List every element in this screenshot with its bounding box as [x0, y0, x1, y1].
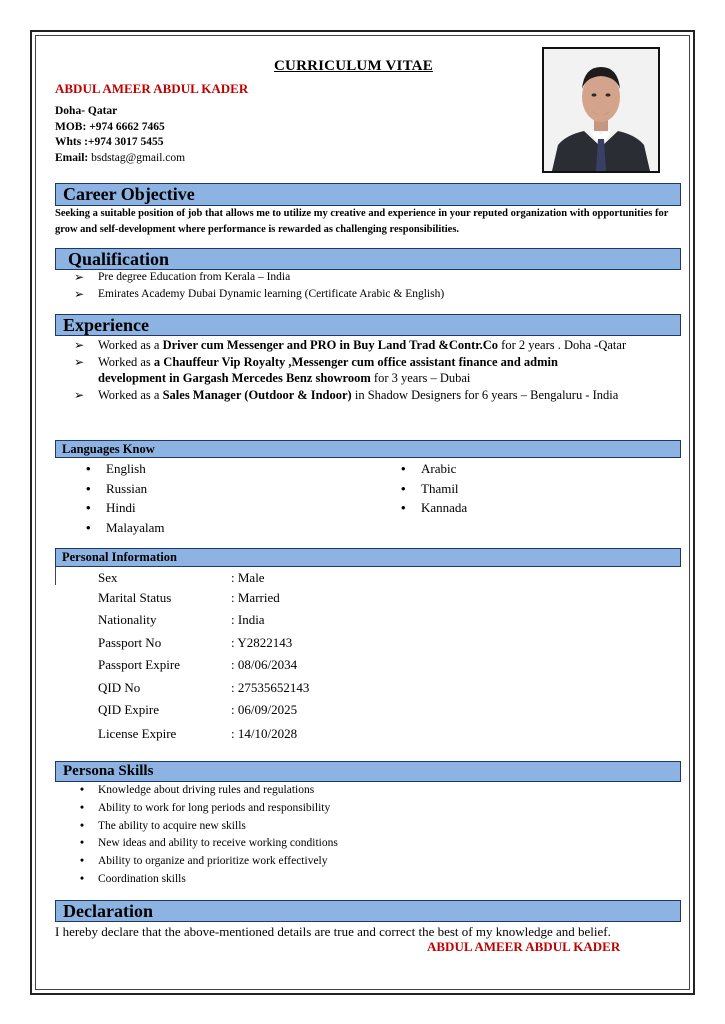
experience-role: Sales Manager (Outdoor & Indoor) [162, 387, 352, 402]
personal-info-key: Passport Expire [98, 657, 180, 672]
personal-info-row [98, 612, 265, 628]
languages-list-right [395, 459, 595, 518]
mob-label: MOB: [55, 120, 87, 133]
personal-info-key: Passport No [98, 635, 162, 650]
personal-info-key: Sex [98, 570, 118, 585]
languages-heading: Languages Know [62, 442, 155, 456]
skills-band [55, 761, 681, 782]
language-item: • English [80, 459, 340, 479]
whts-label: Whts : [55, 136, 88, 148]
declaration-text: I hereby declare that the above-mentioned details are true and correct the best of my knowledge and belief. [55, 924, 611, 939]
language-item: • Arabic [395, 459, 595, 479]
skills-list [74, 782, 674, 889]
personal-info-row [98, 680, 309, 696]
personal-info-value: : 08/06/2034 [231, 657, 298, 672]
email-label: Email: [55, 151, 89, 164]
experience-band [55, 314, 681, 336]
qualification-band [55, 248, 681, 270]
contact-block [55, 104, 185, 166]
declaration-heading: Declaration [63, 901, 153, 921]
profile-photo [542, 47, 660, 173]
portrait-icon [544, 49, 658, 171]
career-objective-text: Seeking a suitable position of job that allows me to utilize my creative and experience in your reputed organization with opportunities for grow and self-development where performance is rewarded as challenging responsibilities. [55, 208, 669, 235]
experience-role: a Chauffeur Vip Royalty ,Messenger cum office assistant finance and admin development in Gargash Mercedes Benz showroom [98, 354, 558, 385]
personal-info-key: License Expire [98, 726, 177, 741]
experience-text: for 2 years . Doha -Qatar [498, 338, 627, 352]
experience-item [74, 387, 628, 404]
personal-info-value: : 14/10/2028 [231, 726, 298, 741]
personal-info-value: : India [231, 612, 265, 627]
personal-info-value: : 06/09/2025 [231, 702, 298, 717]
qualification-list [74, 269, 674, 303]
email-address: bsdstag@gmail.com [91, 151, 186, 164]
divider [55, 567, 56, 585]
qualification-item: ➢ Emirates Academy Dubai Dynamic learning (Certificate Arabic & English) [74, 286, 674, 303]
skill-item: • New ideas and ability to receive working conditions [74, 835, 674, 853]
skill-item: • Ability to organize and prioritize work effectively [74, 853, 674, 871]
experience-role: Driver cum Messenger and PRO in Buy Land Trad &Contr.Co [162, 338, 499, 352]
experience-text: Worked as [98, 354, 154, 369]
document-title: CURRICULUM VITAE [274, 58, 433, 74]
qualification-heading: Qualification [68, 249, 170, 269]
experience-item [74, 354, 618, 387]
skill-item: • Ability to work for long periods and responsibility [74, 800, 674, 818]
personal-info-row [98, 657, 297, 673]
qualification-item: ➢ Pre degree Education from Kerala – India [74, 269, 674, 286]
mob-number: +974 6662 7465 [89, 120, 165, 133]
personal-info-row [98, 570, 265, 586]
language-item: • Hindi [80, 498, 340, 518]
signature-name: ABDUL AMEER ABDUL KADER [427, 939, 621, 954]
personal-info-value: : 27535652143 [231, 680, 310, 695]
personal-info-key: Marital Status [98, 590, 172, 605]
personal-info-row [98, 702, 297, 718]
experience-text: in Shadow Designers for 6 years – Bengaluru - India [351, 387, 619, 402]
language-item: • Malayalam [80, 518, 340, 538]
experience-heading: Experience [63, 315, 149, 335]
applicant-name: ABDUL AMEER ABDUL KADER [55, 81, 249, 96]
career-objective-heading: Career Objective [63, 184, 195, 204]
personal-info-heading: Personal Information [62, 550, 177, 564]
skill-item: • Coordination skills [74, 871, 674, 889]
personal-info-value: : Male [231, 570, 265, 585]
personal-info-row [98, 726, 297, 742]
experience-item [74, 337, 688, 354]
experience-text: Worked as a [98, 338, 163, 352]
personal-info-key: Nationality [98, 612, 157, 627]
career-objective-band [55, 183, 681, 206]
personal-info-value: : Married [231, 590, 280, 605]
skill-item: • Knowledge about driving rules and regulations [74, 782, 674, 800]
skill-item: • The ability to acquire new skills [74, 818, 674, 836]
skills-heading: Persona Skills [63, 763, 154, 779]
personal-info-value: : Y2822143 [231, 635, 293, 650]
personal-info-key: QID No [98, 680, 141, 695]
language-item: • Russian [80, 479, 340, 499]
experience-list [74, 337, 688, 403]
location: Doha- Qatar [55, 105, 118, 117]
language-item: • Kannada [395, 498, 595, 518]
experience-text: Worked as a [98, 387, 163, 402]
languages-band [55, 440, 681, 458]
declaration-band [55, 900, 681, 922]
languages-list-left [80, 459, 340, 537]
personal-info-row [98, 635, 292, 651]
experience-text: for 3 years – Dubai [370, 371, 471, 385]
personal-info-row [98, 590, 280, 606]
personal-info-key: QID Expire [98, 702, 160, 717]
whts-number: +974 3017 5455 [87, 136, 164, 148]
language-item: • Thamil [395, 479, 595, 499]
personal-info-band [55, 548, 681, 567]
